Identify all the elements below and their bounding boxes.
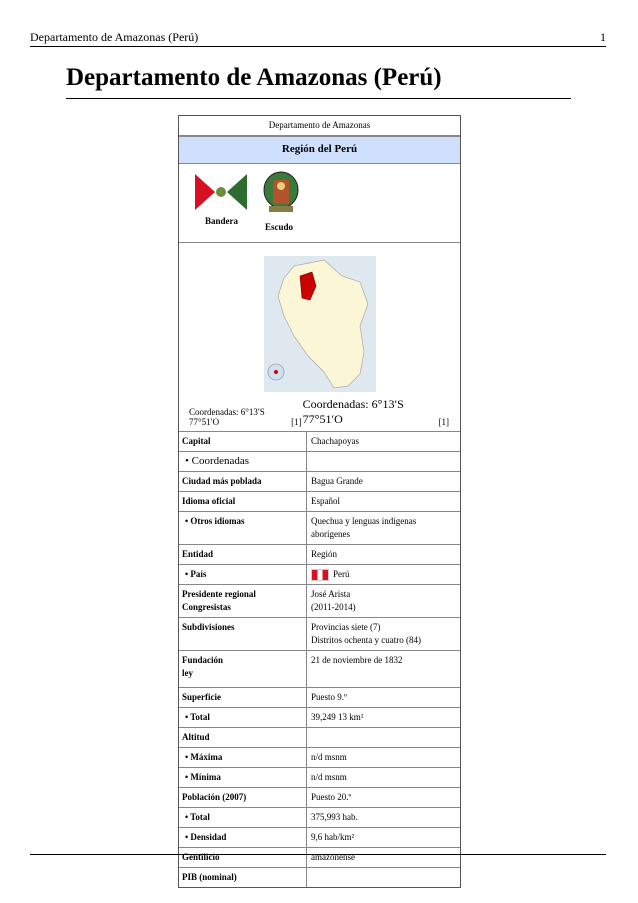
- value-capital[interactable]: Chachapoyas: [311, 436, 359, 446]
- infobox-region-type: Región del Perú: [179, 136, 460, 163]
- value-idioma[interactable]: Español: [311, 496, 340, 506]
- coords-ref-2[interactable]: [1]: [438, 417, 449, 427]
- label-coordenadas: • Coordenadas: [179, 452, 307, 471]
- label-presidente: Presidente regional: [182, 589, 256, 599]
- page-number: 1: [600, 30, 606, 44]
- row-densidad: [179, 827, 460, 847]
- row-superficie-total: [179, 707, 460, 727]
- row-entidad: [179, 544, 460, 564]
- value-provincias[interactable]: Provincias siete (7): [311, 622, 381, 632]
- map-cell: [179, 242, 460, 393]
- symbols-cell: [179, 163, 460, 242]
- coords-ref-1[interactable]: [1]: [291, 417, 302, 427]
- row-subdivisiones: [179, 617, 460, 650]
- label-poblacion: Población (2007): [179, 788, 307, 807]
- label-entidad: Entidad: [179, 545, 307, 564]
- label-ciudad: Ciudad más poblada: [179, 472, 307, 491]
- value-entidad[interactable]: Región: [311, 549, 337, 559]
- value-ciudad[interactable]: Bagua Grande: [311, 476, 363, 486]
- label-poblacion-total: • Total: [179, 808, 307, 827]
- row-gentilicio: [179, 847, 460, 867]
- infobox-name: Departamento de Amazonas: [268, 120, 371, 130]
- label-superficie: Superficie: [179, 688, 307, 707]
- coords-small: Coordenadas: 6°13′S 77°51′O: [189, 407, 265, 427]
- value-maxima: n/d msnm: [311, 752, 347, 762]
- label-pib: PIB (nominal): [179, 868, 307, 887]
- value-gentilicio: amazonense: [311, 852, 355, 862]
- flag-image[interactable]: [195, 174, 247, 210]
- value-distritos[interactable]: Distritos ochenta y cuatro (84): [311, 635, 421, 645]
- value-coordenadas: [307, 452, 460, 471]
- value-pais[interactable]: Perú: [333, 569, 350, 579]
- row-ciudad: [179, 471, 460, 491]
- label-idioma: Idioma oficial: [179, 492, 307, 511]
- row-presidente: [179, 584, 460, 617]
- row-superficie: [179, 687, 460, 707]
- value-superficie: Puesto 9.º: [311, 692, 347, 702]
- row-altitud: [179, 727, 460, 747]
- label-congresistas: Congresistas: [182, 602, 231, 612]
- value-otros-idiomas[interactable]: Quechua y lenguas indígenas aborígenes: [311, 516, 417, 539]
- label-superficie-total: • Total: [179, 708, 307, 727]
- value-presidente[interactable]: José Arista: [311, 589, 351, 599]
- row-coordenadas: [179, 451, 460, 471]
- row-pib: [179, 867, 460, 887]
- value-altitud: [307, 728, 460, 747]
- row-pais: [179, 564, 460, 584]
- peru-flag-icon: [311, 569, 329, 581]
- row-idioma: [179, 491, 460, 511]
- shield-image[interactable]: [261, 170, 301, 216]
- value-poblacion: Puesto 20.º: [311, 792, 352, 802]
- row-capital: [179, 431, 460, 451]
- row-minima: [179, 767, 460, 787]
- running-header: [30, 30, 606, 47]
- shield-caption: Escudo: [265, 222, 294, 232]
- label-densidad: • Densidad: [179, 828, 307, 847]
- infobox: [178, 115, 461, 888]
- label-otros-idiomas: • Otros idiomas: [179, 512, 307, 544]
- value-minima: n/d msnm: [311, 772, 347, 782]
- page-title: Departamento de Amazonas (Perú): [66, 62, 571, 99]
- value-fundacion[interactable]: 21 de noviembre de 1832: [311, 655, 403, 665]
- row-otros-idiomas: [179, 511, 460, 544]
- label-ley: ley: [182, 668, 193, 678]
- value-poblacion-total: 375,993 hab.: [311, 812, 358, 822]
- label-fundacion: Fundación: [182, 655, 224, 665]
- flag-caption: Bandera: [205, 216, 239, 226]
- row-fundacion: [179, 650, 460, 687]
- coords-big: Coordenadas: 6°13′S 77°51′O: [302, 397, 404, 426]
- value-superficie-total: 39,249 13 km²: [311, 712, 364, 722]
- row-poblacion-total: [179, 807, 460, 827]
- value-presidente-term: (2011-2014): [311, 602, 356, 612]
- label-subdivisiones: Subdivisiones: [179, 618, 307, 650]
- value-densidad: 9,6 hab/km²: [311, 832, 355, 842]
- coords-cell: [179, 393, 460, 431]
- label-capital: Capital: [179, 432, 307, 451]
- value-pib: [307, 868, 460, 887]
- label-altitud: Altitud: [179, 728, 307, 747]
- location-map[interactable]: [264, 256, 376, 392]
- label-maxima: • Máxima: [179, 748, 307, 767]
- label-pais: • País: [179, 565, 307, 584]
- footer-rule: [30, 854, 606, 855]
- label-gentilicio: Gentilicio: [179, 848, 307, 867]
- row-poblacion: [179, 787, 460, 807]
- running-title: Departamento de Amazonas (Perú): [30, 30, 199, 44]
- row-maxima: [179, 747, 460, 767]
- label-minima: • Mínima: [179, 768, 307, 787]
